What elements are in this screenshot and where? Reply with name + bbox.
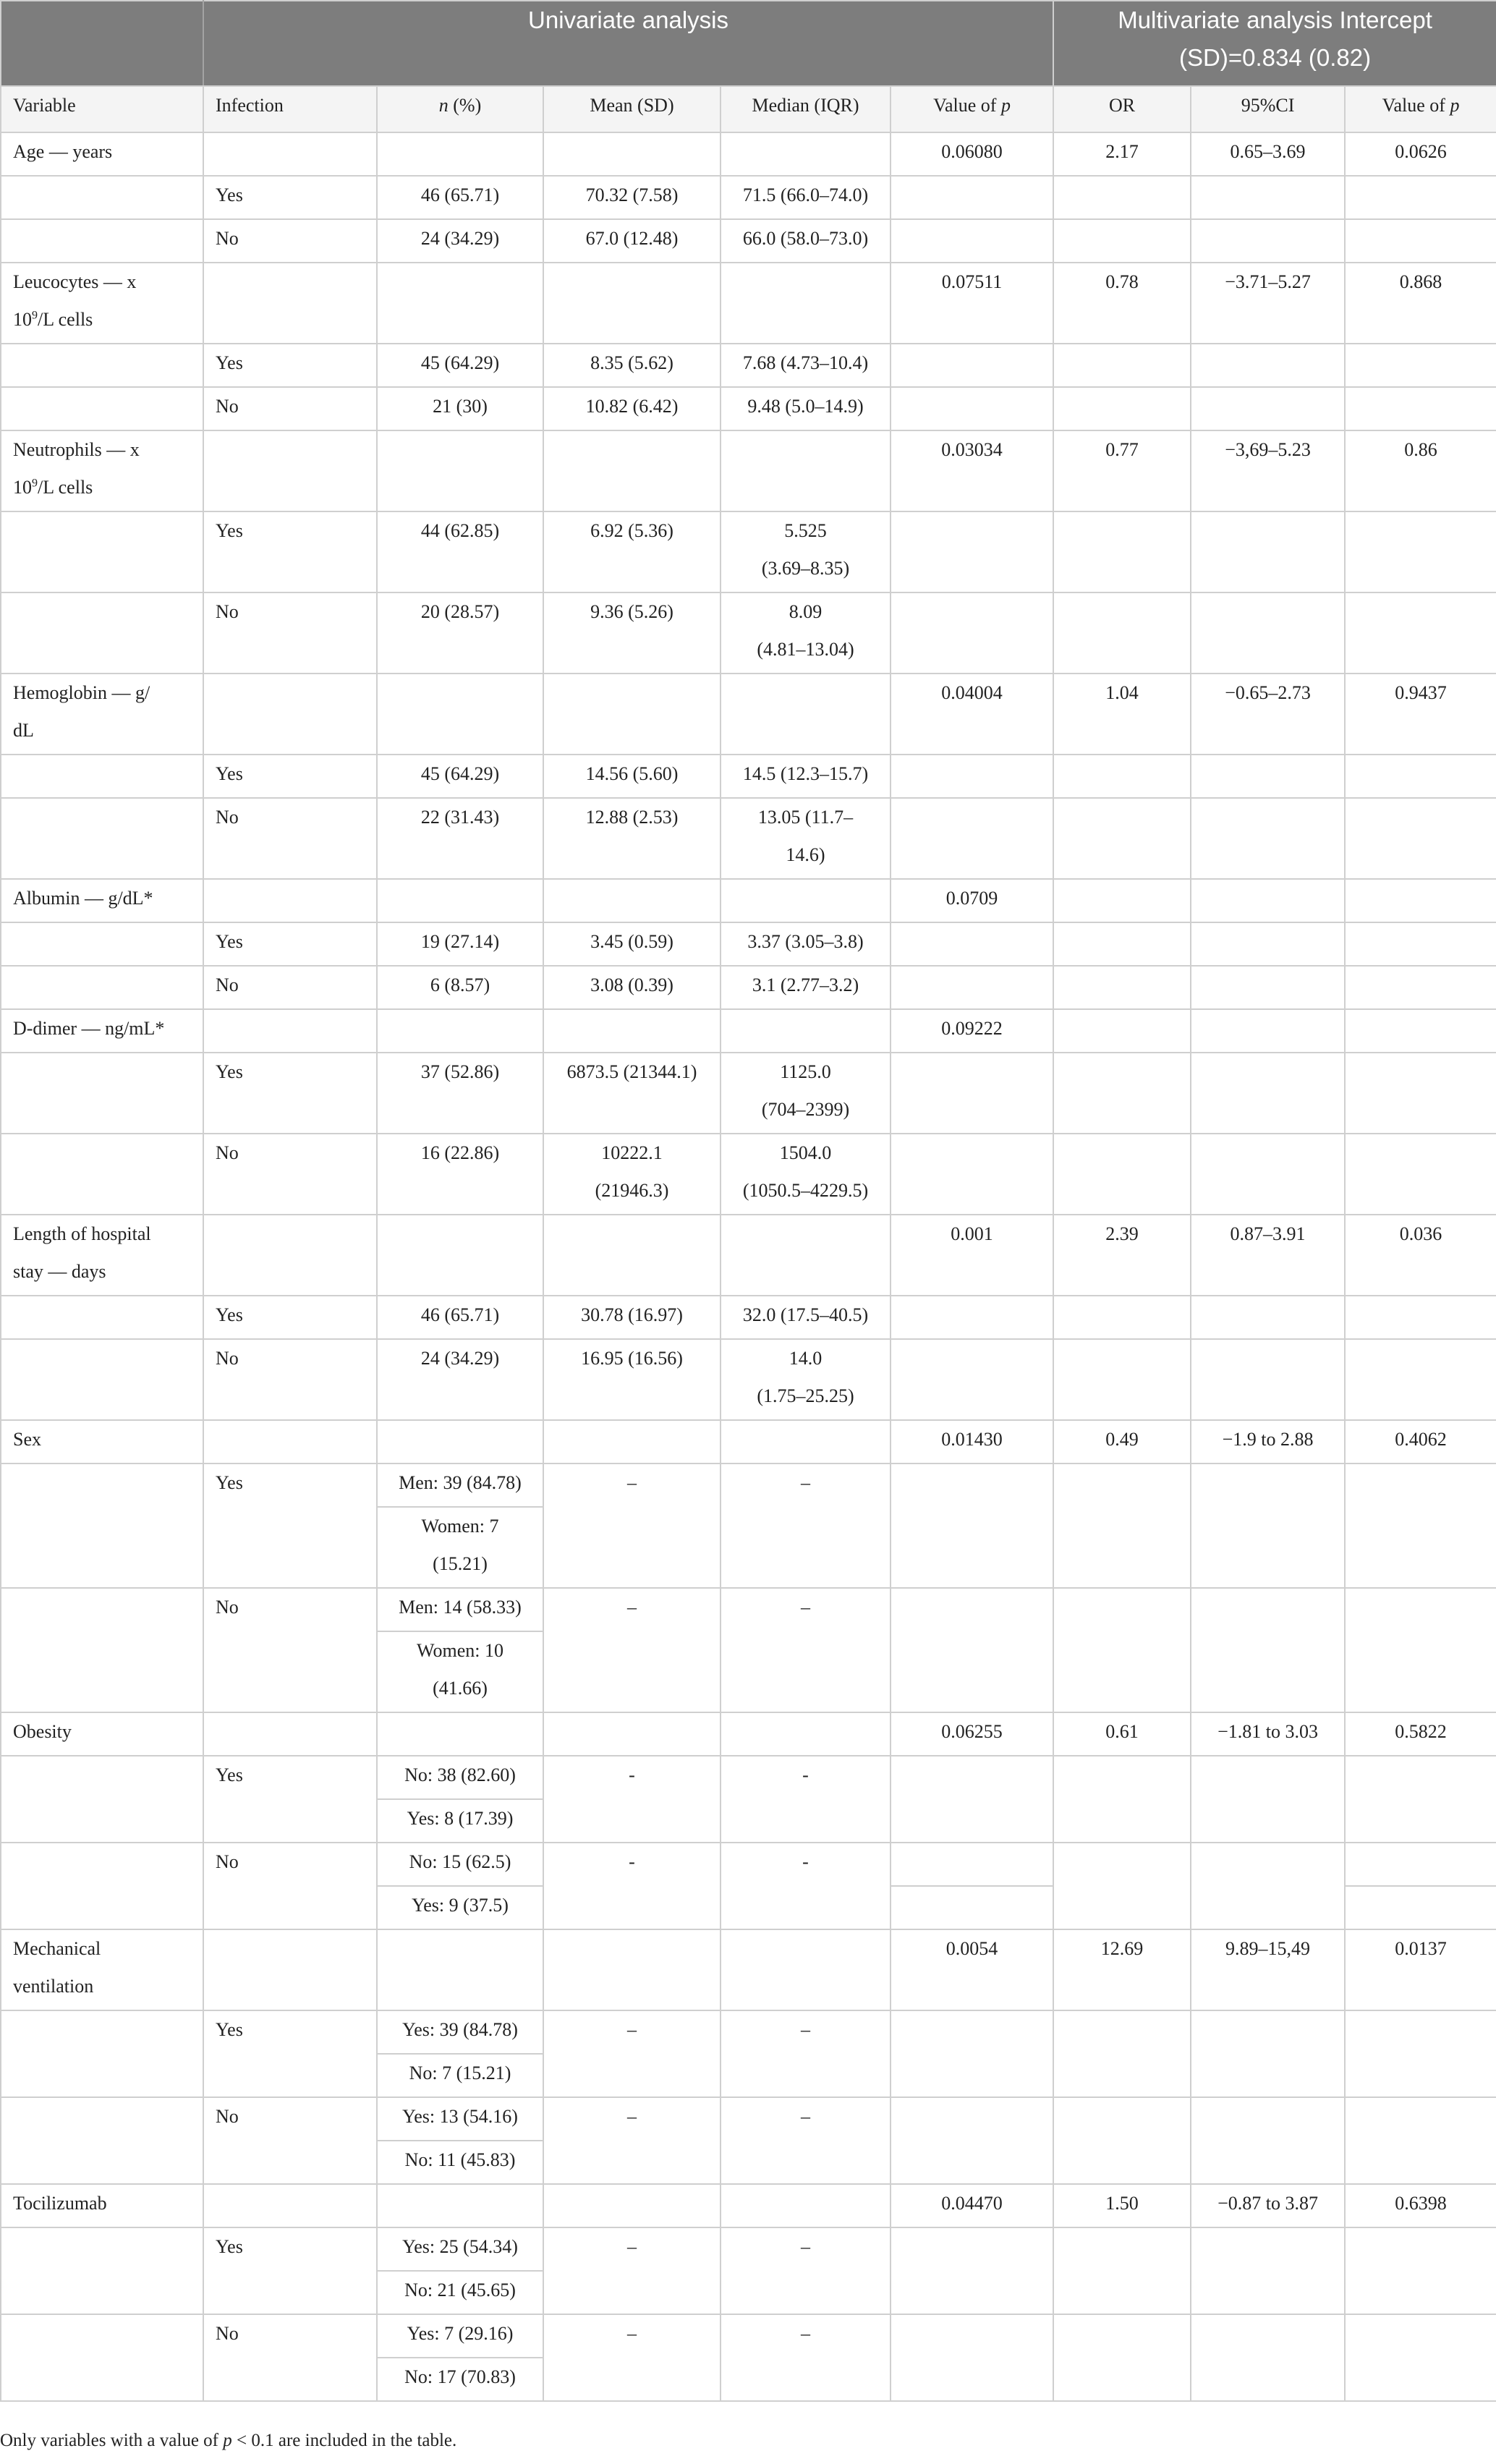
- n-value: No: 15 (62.5): [377, 1843, 543, 1886]
- odds-ratio: 0.61: [1053, 1712, 1191, 1756]
- mean-value: 16.95 (16.56): [543, 1339, 721, 1420]
- n-value: Women: 7 (15.21): [377, 1507, 543, 1588]
- n-value: 19 (27.14): [377, 922, 543, 966]
- infection-no: No: [203, 798, 377, 879]
- variable-label: Length of hospital stay — days: [1, 1215, 203, 1296]
- n-value: No: 7 (15.21): [377, 2054, 543, 2097]
- variable-label: Sex: [1, 1420, 203, 1463]
- col-ci: 95%CI: [1191, 86, 1345, 132]
- odds-ratio: 0.78: [1053, 263, 1191, 344]
- median-value: 13.05 (11.7– 14.6): [721, 798, 891, 879]
- median-value: -: [721, 1843, 891, 1929]
- table-row: [1, 1339, 1496, 1420]
- infection-yes: Yes: [203, 2010, 377, 2097]
- column-header-row: [1, 86, 1496, 132]
- table-row: [1, 387, 1496, 430]
- n-value: No: 17 (70.83): [377, 2358, 543, 2401]
- p-value: 0.01430: [891, 1420, 1053, 1463]
- median-value: –: [721, 2314, 891, 2401]
- table-row: [1, 1929, 1496, 2010]
- table-row: [1, 592, 1496, 674]
- confidence-interval: −0.87 to 3.87: [1191, 2184, 1345, 2227]
- infection-yes: Yes: [203, 511, 377, 592]
- infection-yes: Yes: [203, 1296, 377, 1339]
- n-value: Women: 10 (41.66): [377, 1631, 543, 1712]
- n-value: 45 (64.29): [377, 755, 543, 798]
- confidence-interval: 0.87–3.91: [1191, 1215, 1345, 1296]
- n-value: No: 21 (45.65): [377, 2271, 543, 2314]
- table-row: [1, 1588, 1496, 1631]
- confidence-interval: −1.81 to 3.03: [1191, 1712, 1345, 1756]
- col-p-uni: Value of p: [891, 86, 1053, 132]
- mean-value: 12.88 (2.53): [543, 798, 721, 879]
- p-value: 0.03034: [891, 430, 1053, 511]
- p-value: 0.04004: [891, 674, 1053, 755]
- table-row: [1, 263, 1496, 344]
- n-value: 24 (34.29): [377, 219, 543, 263]
- n-value: Yes: 8 (17.39): [377, 1799, 543, 1843]
- p-value-multi: 0.5822: [1345, 1712, 1496, 1756]
- median-value: –: [721, 1463, 891, 1588]
- p-value: 0.06255: [891, 1712, 1053, 1756]
- variable-label: Mechanical ventilation: [1, 1929, 203, 2010]
- confidence-interval: −0.65–2.73: [1191, 674, 1345, 755]
- median-value: 7.68 (4.73–10.4): [721, 344, 891, 387]
- mean-value: 10222.1 (21946.3): [543, 1134, 721, 1215]
- n-value: 37 (52.86): [377, 1053, 543, 1134]
- median-value: 3.37 (3.05–3.8): [721, 922, 891, 966]
- confidence-interval: 9.89–15,49: [1191, 1929, 1345, 2010]
- median-value: 71.5 (66.0–74.0): [721, 176, 891, 219]
- mean-value: 6873.5 (21344.1): [543, 1053, 721, 1134]
- odds-ratio: 0.77: [1053, 430, 1191, 511]
- mean-value: 14.56 (5.60): [543, 755, 721, 798]
- n-value: Men: 14 (58.33): [377, 1588, 543, 1631]
- mean-value: 8.35 (5.62): [543, 344, 721, 387]
- mean-value: 10.82 (6.42): [543, 387, 721, 430]
- table-row: [1, 430, 1496, 511]
- infection-no: No: [203, 1339, 377, 1420]
- odds-ratio: 2.17: [1053, 132, 1191, 176]
- table-row: [1, 1420, 1496, 1463]
- median-value: –: [721, 2097, 891, 2184]
- median-value: 3.1 (2.77–3.2): [721, 966, 891, 1009]
- table-row: [1, 2314, 1496, 2358]
- mean-value: –: [543, 2097, 721, 2184]
- n-value: 44 (62.85): [377, 511, 543, 592]
- table-row: [1, 511, 1496, 592]
- infection-no: No: [203, 1588, 377, 1712]
- p-value: 0.06080: [891, 132, 1053, 176]
- multivariate-header: Multivariate analysis Intercept (SD)=0.834 (0.82): [1053, 1, 1496, 86]
- table-row: [1, 966, 1496, 1009]
- col-or: OR: [1053, 86, 1191, 132]
- mean-value: –: [543, 2010, 721, 2097]
- p-value-multi: 0.86: [1345, 430, 1496, 511]
- mean-value: –: [543, 1588, 721, 1712]
- median-value: 66.0 (58.0–73.0): [721, 219, 891, 263]
- table-row: [1, 1009, 1496, 1053]
- table-row: [1, 2097, 1496, 2141]
- median-value: 14.0 (1.75–25.25): [721, 1339, 891, 1420]
- n-value: 46 (65.71): [377, 176, 543, 219]
- infection-no: No: [203, 387, 377, 430]
- median-value: 32.0 (17.5–40.5): [721, 1296, 891, 1339]
- table-row: [1, 922, 1496, 966]
- mean-value: 9.36 (5.26): [543, 592, 721, 674]
- median-value: 1125.0 (704–2399): [721, 1053, 891, 1134]
- table-row: [1, 2227, 1496, 2271]
- variable-label: Leucocytes — x $10^9/L$ cells: [1, 263, 203, 344]
- odds-ratio: 1.50: [1053, 2184, 1191, 2227]
- variable-label: Age — years: [1, 132, 203, 176]
- n-value: No: 38 (82.60): [377, 1756, 543, 1799]
- mean-value: 6.92 (5.36): [543, 511, 721, 592]
- variable-label: Hemoglobin — g/ dL: [1, 674, 203, 755]
- mean-value: 3.08 (0.39): [543, 966, 721, 1009]
- n-value: 21 (30): [377, 387, 543, 430]
- infection-yes: Yes: [203, 176, 377, 219]
- table-row: [1, 1134, 1496, 1215]
- p-value: 0.09222: [891, 1009, 1053, 1053]
- n-value: 20 (28.57): [377, 592, 543, 674]
- median-value: –: [721, 1588, 891, 1712]
- table-footnote: Only variables with a value of p < 0.1 are included in the table.: [0, 2431, 457, 2450]
- mean-value: -: [543, 1843, 721, 1929]
- infection-no: No: [203, 966, 377, 1009]
- table-row: [1, 344, 1496, 387]
- table-row: [1, 2184, 1496, 2227]
- odds-ratio: 0.49: [1053, 1420, 1191, 1463]
- variable-label: Neutrophils — x $10^9/L$ cells: [1, 430, 203, 511]
- table-row: [1, 674, 1496, 755]
- p-value: 0.07511: [891, 263, 1053, 344]
- group-header-row: [1, 1, 1496, 86]
- median-value: 9.48 (5.0–14.9): [721, 387, 891, 430]
- n-value: 6 (8.57): [377, 966, 543, 1009]
- infection-no: No: [203, 2097, 377, 2184]
- confidence-interval: −3.71–5.27: [1191, 263, 1345, 344]
- n-value: Yes: 9 (37.5): [377, 1886, 543, 1929]
- table-row: [1, 1215, 1496, 1296]
- table-row: [1, 1053, 1496, 1134]
- n-value: Yes: 39 (84.78): [377, 2010, 543, 2054]
- univariate-header: Univariate analysis: [203, 1, 1053, 86]
- n-value: Men: 39 (84.78): [377, 1463, 543, 1507]
- col-infection: Infection: [203, 86, 377, 132]
- infection-yes: Yes: [203, 755, 377, 798]
- table-row: [1, 798, 1496, 879]
- variable-label: Obesity: [1, 1712, 203, 1756]
- median-value: 5.525 (3.69–8.35): [721, 511, 891, 592]
- p-value-multi: 0.868: [1345, 263, 1496, 344]
- median-value: 14.5 (12.3–15.7): [721, 755, 891, 798]
- median-value: –: [721, 2227, 891, 2314]
- infection-yes: Yes: [203, 344, 377, 387]
- p-value: 0.0709: [891, 879, 1053, 922]
- infection-yes: Yes: [203, 1053, 377, 1134]
- table-row: [1, 1296, 1496, 1339]
- p-value-multi: 0.6398: [1345, 2184, 1496, 2227]
- n-value: 46 (65.71): [377, 1296, 543, 1339]
- mean-value: –: [543, 2314, 721, 2401]
- infection-yes: Yes: [203, 2227, 377, 2314]
- infection-no: No: [203, 2314, 377, 2401]
- p-value-multi: 0.0626: [1345, 132, 1496, 176]
- mean-value: 3.45 (0.59): [543, 922, 721, 966]
- p-value-multi: 0.4062: [1345, 1420, 1496, 1463]
- p-value-multi: 0.9437: [1345, 674, 1496, 755]
- infection-no: No: [203, 1134, 377, 1215]
- table-row: [1, 1712, 1496, 1756]
- table-row: [1, 1756, 1496, 1799]
- confidence-interval: −3,69–5.23: [1191, 430, 1345, 511]
- variable-label: D-dimer — ng/mL*: [1, 1009, 203, 1053]
- table-row: [1, 1463, 1496, 1507]
- odds-ratio: 1.04: [1053, 674, 1191, 755]
- table-row: [1, 1843, 1496, 1886]
- n-value: 45 (64.29): [377, 344, 543, 387]
- n-value: Yes: 7 (29.16): [377, 2314, 543, 2358]
- p-value-multi: 0.0137: [1345, 1929, 1496, 2010]
- n-value: No: 11 (45.83): [377, 2141, 543, 2184]
- table-row: [1, 219, 1496, 263]
- mean-value: 67.0 (12.48): [543, 219, 721, 263]
- median-value: 8.09 (4.81–13.04): [721, 592, 891, 674]
- odds-ratio: 2.39: [1053, 1215, 1191, 1296]
- median-value: –: [721, 2010, 891, 2097]
- n-value: 16 (22.86): [377, 1134, 543, 1215]
- infection-yes: Yes: [203, 922, 377, 966]
- table-row: [1, 2010, 1496, 2054]
- mean-value: 70.32 (7.58): [543, 176, 721, 219]
- infection-no: No: [203, 219, 377, 263]
- p-value: 0.001: [891, 1215, 1053, 1296]
- mean-value: -: [543, 1756, 721, 1843]
- table-row: [1, 879, 1496, 922]
- col-variable: Variable: [1, 86, 203, 132]
- confidence-interval: 0.65–3.69: [1191, 132, 1345, 176]
- infection-yes: Yes: [203, 1756, 377, 1843]
- infection-no: No: [203, 1843, 377, 1929]
- variable-label: Albumin — g/dL*: [1, 879, 203, 922]
- table-row: [1, 132, 1496, 176]
- mean-value: –: [543, 2227, 721, 2314]
- odds-ratio: 12.69: [1053, 1929, 1191, 2010]
- col-p-multi: Value of p: [1345, 86, 1496, 132]
- infection-yes: Yes: [203, 1463, 377, 1588]
- confidence-interval: −1.9 to 2.88: [1191, 1420, 1345, 1463]
- variable-label: Tocilizumab: [1, 2184, 203, 2227]
- n-value: 24 (34.29): [377, 1339, 543, 1420]
- table-row: [1, 755, 1496, 798]
- n-value: Yes: 25 (54.34): [377, 2227, 543, 2271]
- p-value: 0.04470: [891, 2184, 1053, 2227]
- n-value: Yes: 13 (54.16): [377, 2097, 543, 2141]
- median-value: -: [721, 1756, 891, 1843]
- mean-value: –: [543, 1463, 721, 1588]
- col-median: Median (IQR): [721, 86, 891, 132]
- col-n: n (%): [377, 86, 543, 132]
- p-value-multi: 0.036: [1345, 1215, 1496, 1296]
- table-row: [1, 176, 1496, 219]
- infection-no: No: [203, 592, 377, 674]
- n-value: 22 (31.43): [377, 798, 543, 879]
- p-value: 0.0054: [891, 1929, 1053, 2010]
- header-blank: [1, 1, 203, 86]
- mean-value: 30.78 (16.97): [543, 1296, 721, 1339]
- median-value: 1504.0 (1050.5–4229.5): [721, 1134, 891, 1215]
- col-mean: Mean (SD): [543, 86, 721, 132]
